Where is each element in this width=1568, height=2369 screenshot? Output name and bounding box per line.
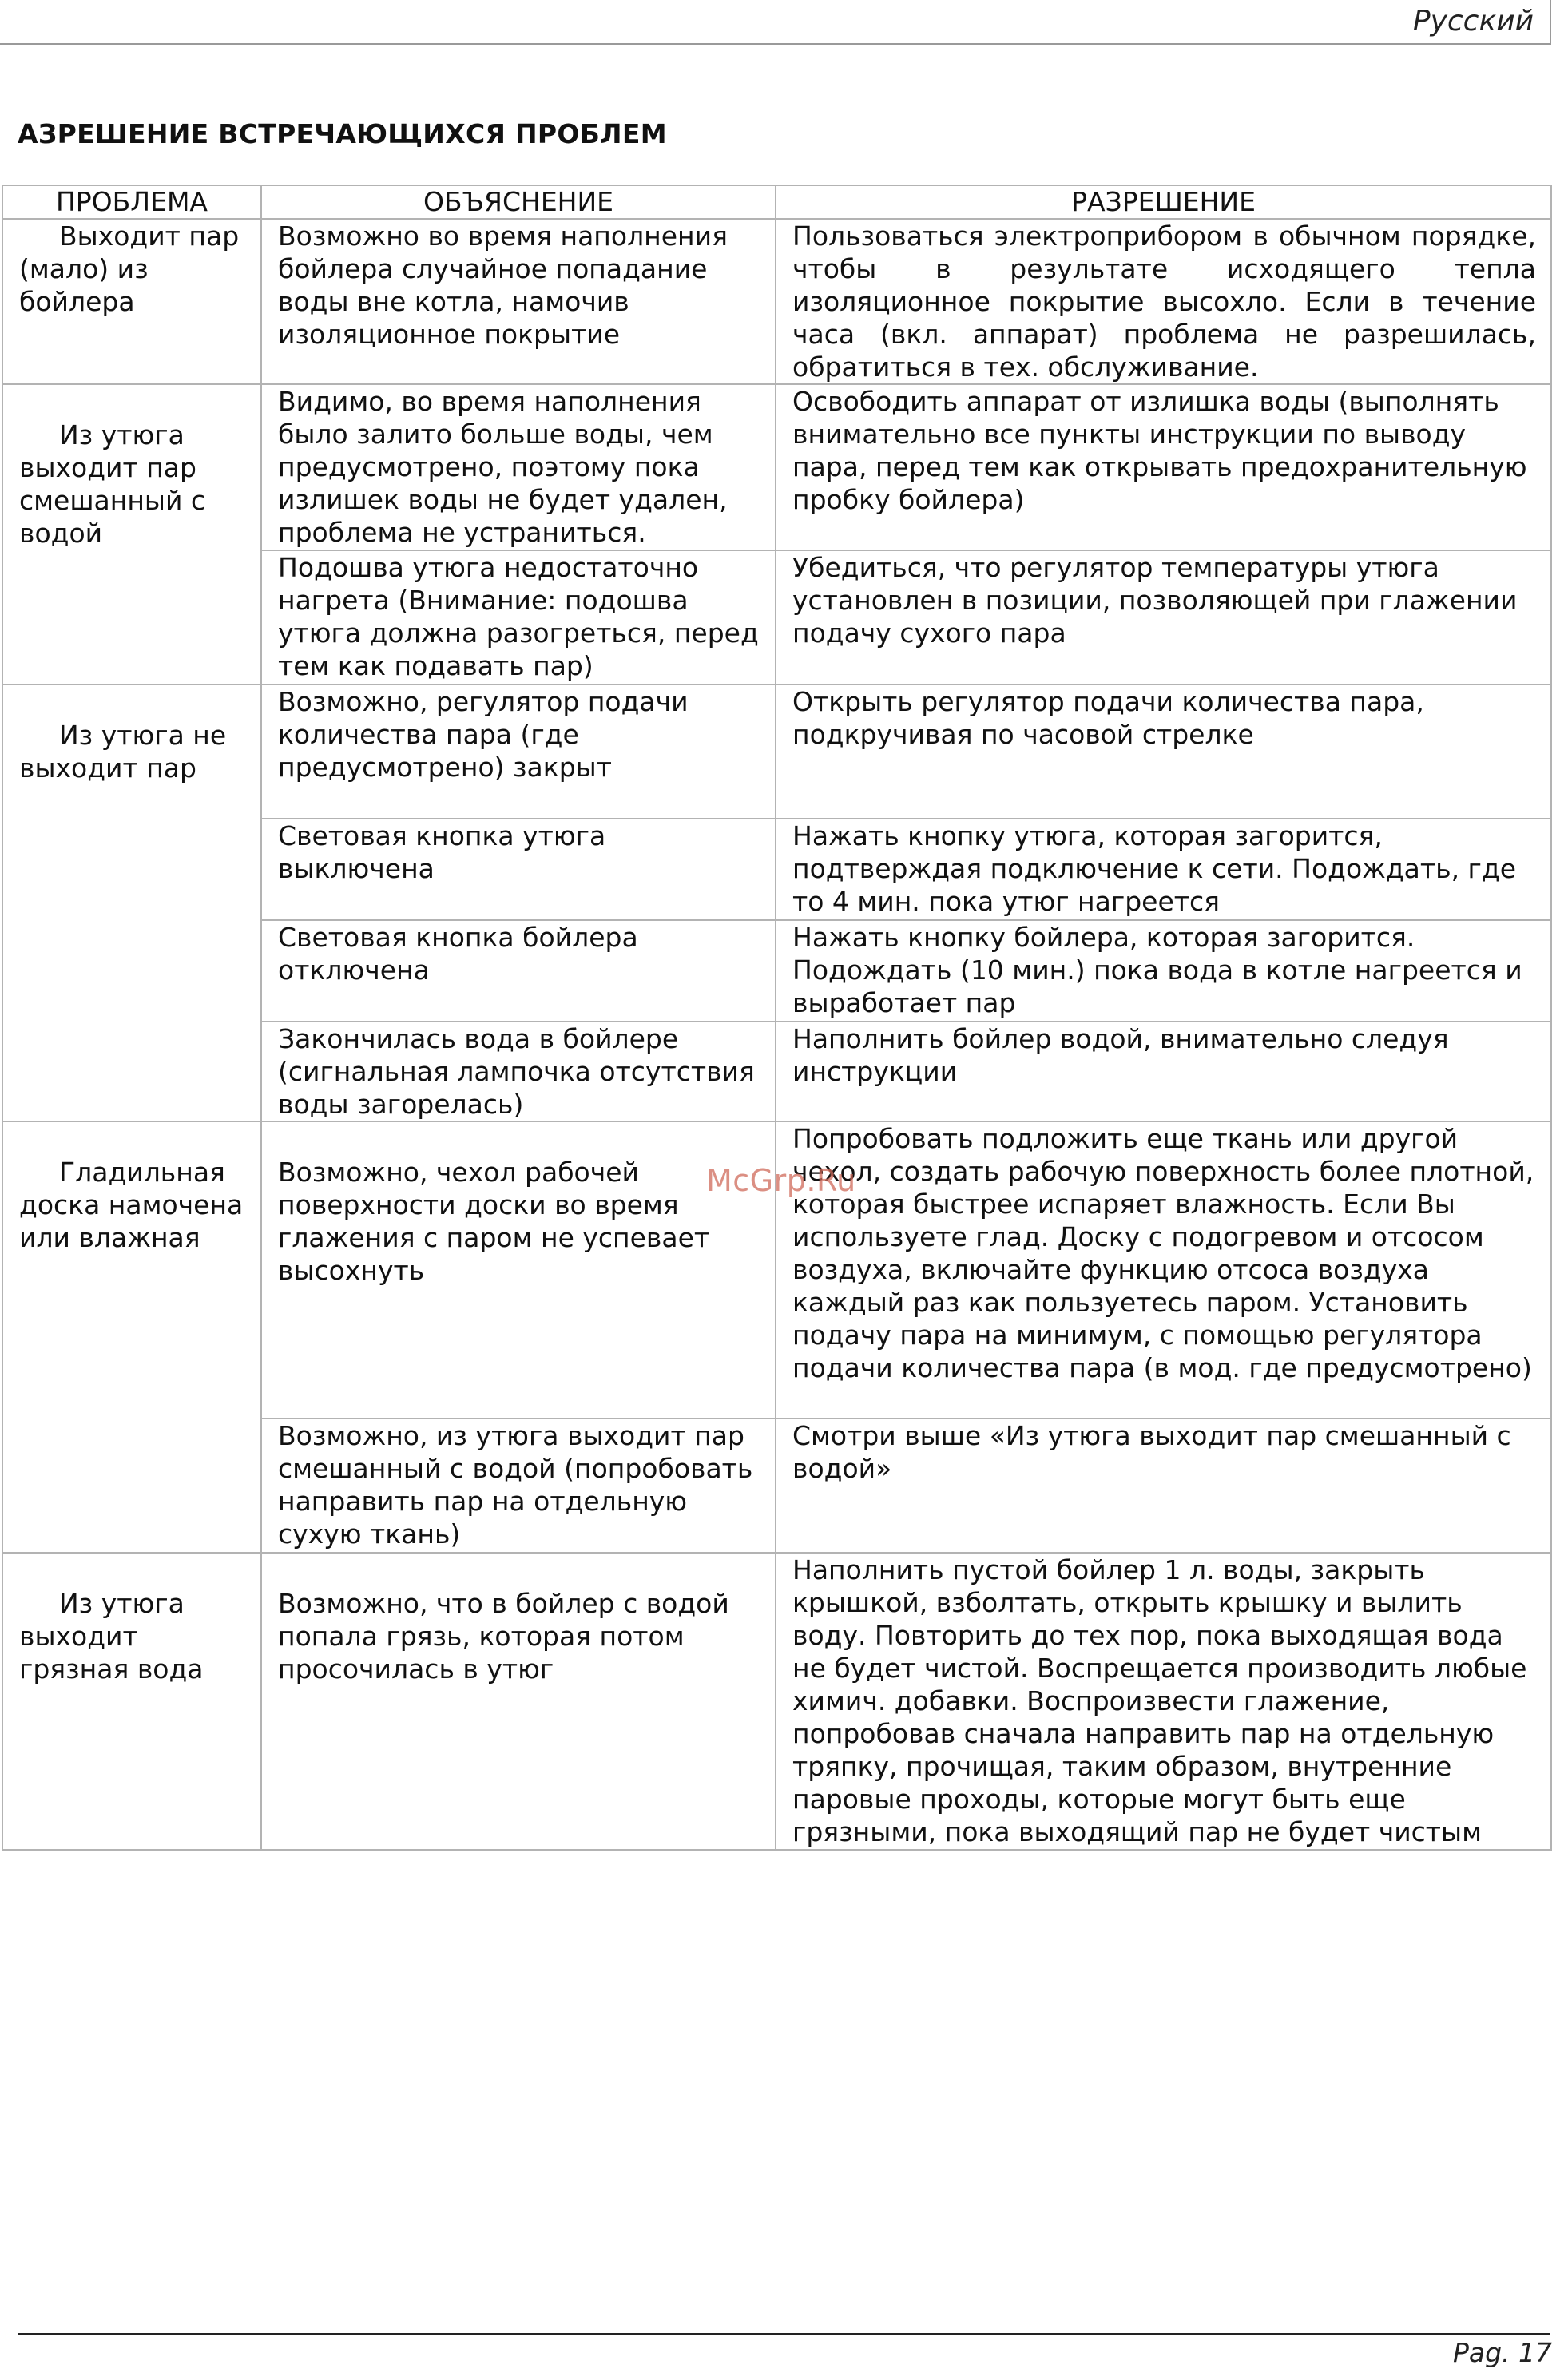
problem-text: Выходит пар (мало) из бойлера [19, 220, 240, 317]
solution-cell: Нажать кнопку бойлера, которая загорится. Подождать (10 мин.) пока вода в котле нагреется и выработает пар [776, 920, 1551, 1022]
explanation-cell: Возможно, из утюга выходит пар смешанный с водой (попробовать направить пар на отдельную сухую ткань) [261, 1419, 776, 1553]
solution-cell: Открыть регулятор подачи количества пара, подкручивая по часовой стрелке [776, 685, 1551, 819]
page-number: Pag. 17 [1452, 2337, 1552, 2368]
header-solution: РАЗРЕШЕНИЕ [776, 185, 1551, 219]
table-row [2, 384, 1551, 550]
solution-cell: Пользоваться электроприбором в обычном порядке, чтобы в результате исходящего тепла изоляционное покрытие высохло. Если в течение часа (вкл. аппарат) проблема не разрешилась, обратиться в тех. обслуживание. [776, 219, 1551, 384]
header-problem: ПРОБЛЕМА [2, 185, 261, 219]
explanation-cell: Возможно во время наполнения бойлера случайное попадание воды вне котла, намочив изоляционное покрытие [261, 219, 776, 384]
explanation-text: Возможно, что в бойлер с водой попала грязь, которая потом просочилась в утюг [278, 1588, 729, 1684]
table-row [2, 1553, 1551, 1850]
problem-cell [2, 1553, 261, 1850]
problem-text: Гладильная доска намочена или влажная [19, 1157, 244, 1253]
solution-cell: Убедиться, что регулятор температуры утюга установлен в позиции, позволяющей при глажении подачу сухого пара [776, 550, 1551, 685]
explanation-cell: Подошва утюга недостаточно нагрета (Внимание: подошва утюга должна разогреться, перед тем как подавать пар) [261, 550, 776, 685]
page-title: АЗРЕШЕНИЕ ВСТРЕЧАЮЩИХСЯ ПРОБЛЕМ [18, 118, 667, 149]
table-row [2, 219, 1551, 384]
explanation-cell: Световая кнопка утюга выключена [261, 819, 776, 920]
table-row [2, 685, 1551, 819]
footer-divider [18, 2333, 1550, 2335]
problem-text: Из утюга выходит пар смешанный с водой [19, 419, 206, 549]
problem-cell [2, 1121, 261, 1553]
problem-cell [2, 685, 261, 1121]
problem-text: Из утюга не выходит пар [19, 720, 227, 784]
explanation-text: Возможно, чехол рабочей поверхности доски во время глажения с паром не успевает высохнуть [278, 1157, 710, 1286]
problem-text: Из утюга выходит грязная вода [19, 1588, 204, 1684]
explanation-cell: Закончилась вода в бойлере (сигнальная лампочка отсутствия воды загорелась) [261, 1022, 776, 1121]
watermark: McGrp.Ru [706, 1163, 856, 1198]
solution-cell: Наполнить бойлер водой, внимательно следуя инструкции [776, 1022, 1551, 1121]
explanation-cell [261, 1553, 776, 1850]
problem-cell [2, 219, 261, 384]
explanation-cell: Видимо, во время наполнения было залито больше воды, чем предусмотрено, поэтому пока излишек воды не будет удален, проблема не устраниться. [261, 384, 776, 550]
header-explanation: ОБЪЯСНЕНИЕ [261, 185, 776, 219]
table-header-row [2, 185, 1551, 219]
solution-cell: Нажать кнопку утюга, которая загорится, подтверждая подключение к сети. Подождать, где то 4 мин. пока утюг нагреется [776, 819, 1551, 920]
problem-cell [2, 384, 261, 685]
solution-cell: Попробовать подложить еще ткань или другой чехол, создать рабочую поверхность более плотной, которая быстрее испаряет влажность. Если Вы используете глад. Доску с подогревом и отсосом воздуха, включайте функцию отсоса воздуха каждый раз как пользуетесь паром. Установить подачу пара на минимум, с помощью регулятора подачи количества пара (в мод. где предусмотрено) [776, 1121, 1551, 1419]
solution-cell: Смотри выше «Из утюга выходит пар смешанный с водой» [776, 1419, 1551, 1553]
explanation-cell: Возможно, регулятор подачи количества пара (где предусмотрено) закрыт [261, 685, 776, 819]
language-label: Русский [1412, 5, 1534, 38]
explanation-cell: Световая кнопка бойлера отключена [261, 920, 776, 1022]
header-bar [0, 0, 1551, 45]
troubleshooting-table [2, 185, 1552, 1851]
solution-cell: Освободить аппарат от излишка воды (выполнять внимательно все пункты инструкции по выводу пара, перед тем как открывать предохранительную пробку бойлера) [776, 384, 1551, 550]
solution-cell: Наполнить пустой бойлер 1 л. воды, закрыть крышкой, взболтать, открыть крышку и вылить воду. Повторить до тех пор, пока выходящая вода не будет чистой. Воспрещается производить любые химич. добавки. Воспроизвести глажение, попробовав сначала направить пар на отдельную тряпку, прочищая, таким образом, внутренние паровые проходы, которые могут быть еще грязными, пока выходящий пар не будет чистым [776, 1553, 1551, 1850]
explanation-cell [261, 1121, 776, 1419]
